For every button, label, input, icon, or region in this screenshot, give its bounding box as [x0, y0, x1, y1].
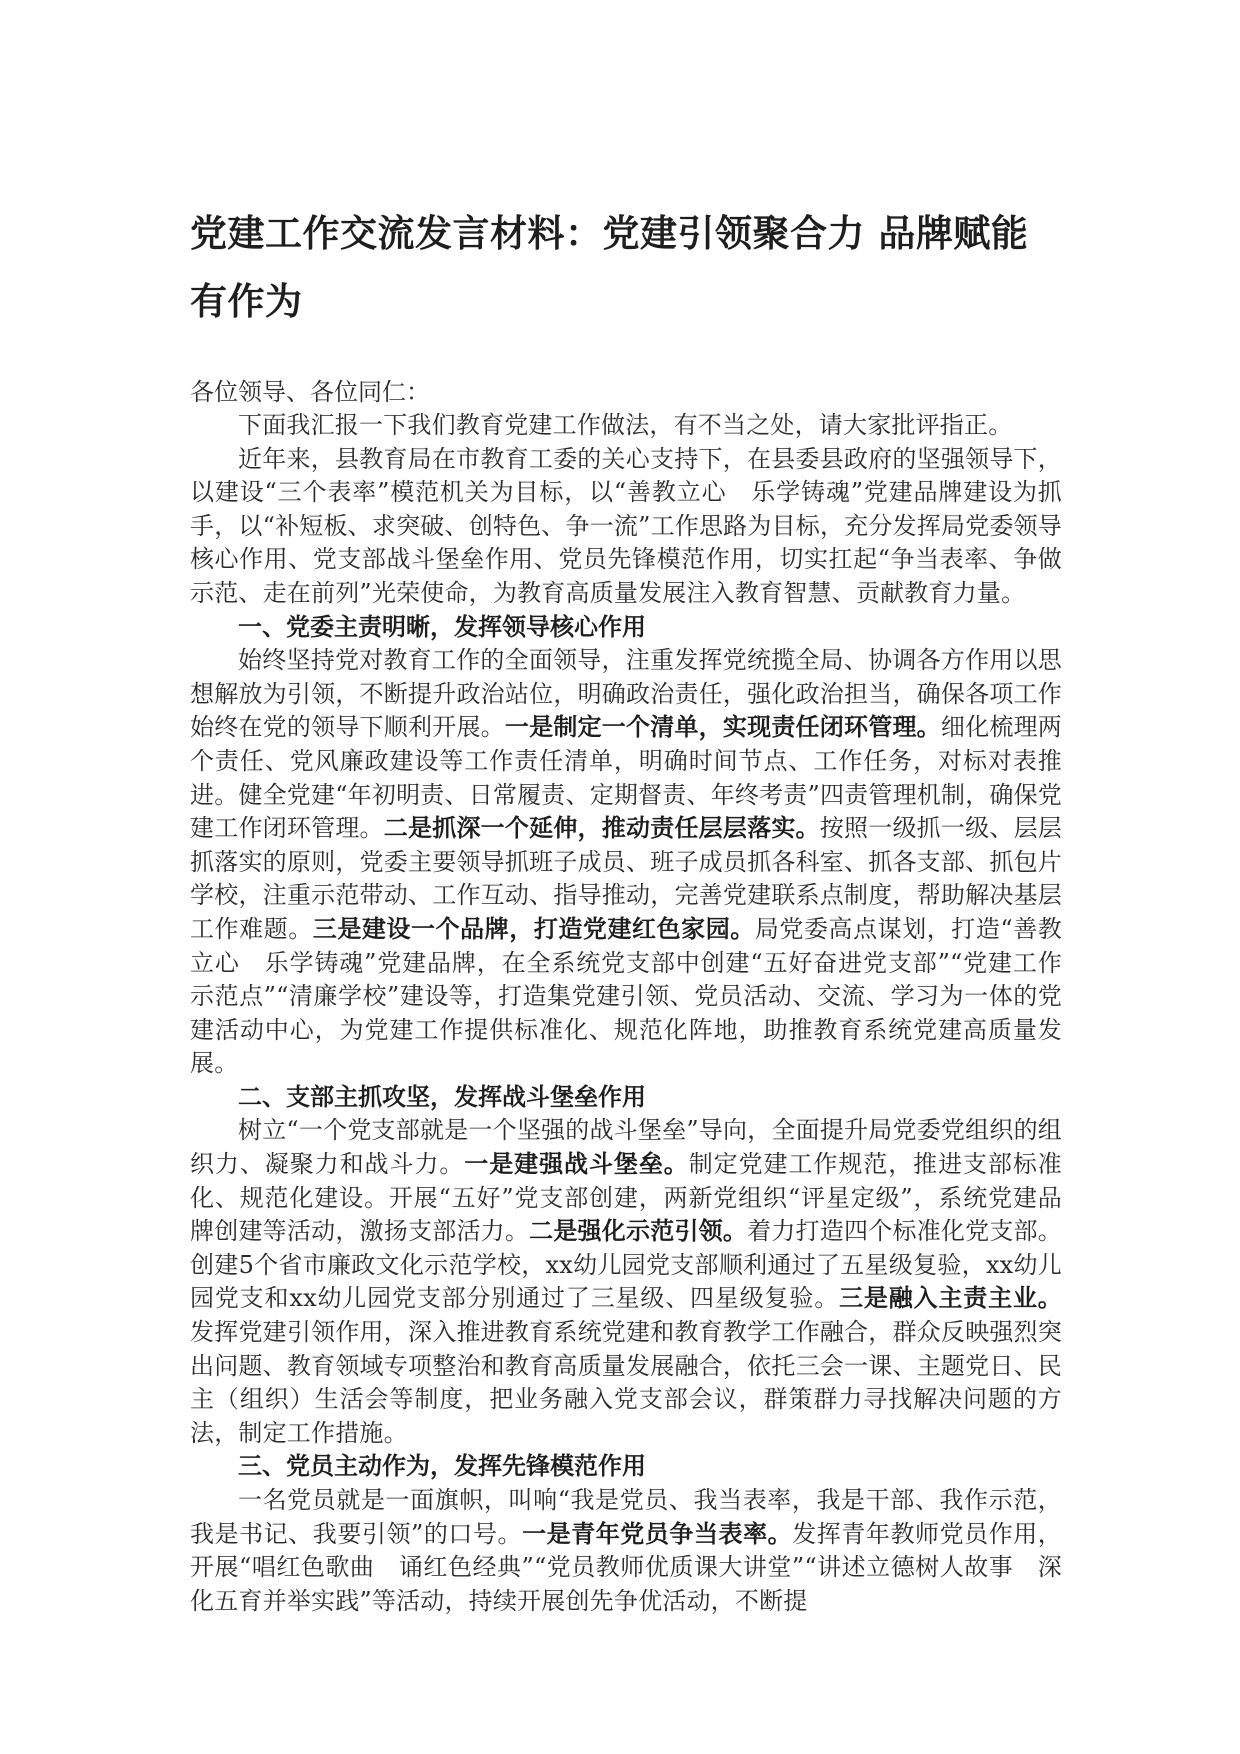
section-2-bold-1: 一是建强战斗堡垒。 — [464, 1150, 689, 1179]
section-1-heading: 一、党委主责明晰，发挥领导核心作用 — [238, 612, 646, 641]
document-body — [190, 200, 1062, 1618]
section-3-text-2: 发挥青年教师党员作用，开展“唱红色歌曲 诵红色经典”“党员教师优质课大讲堂”“讲述立德树人故事 深化五育并举实践”等活动，持续开展创先争优活动，不断提 — [190, 1519, 1062, 1615]
section-3-text-1: 一名党员就是一面旗帜，叫响“我是党员、我当表率，我是干部、我作示范，我是书记、我要引领”的口号。 — [190, 1486, 1062, 1548]
section-1-text-2: 细化梳理两个责任、党风廉政建设等工作责任清单，明确时间节点、工作任务，对标对表推进。健全党建“年初明责、日常履责、定期督责、年终考责”四责管理机制，确保党建工作闭环管理。 — [190, 713, 1062, 843]
section-2-bold-3: 三是融入主责主业。 — [839, 1284, 1062, 1313]
section-2-text-4: 发挥党建引领作用，深入推进教育系统党建和教育教学工作融合，群众反映强烈突出问题、教育领域专项整治和教育高质量发展融合，依托三会一课、主题党日、民主（组织）生活会等制度，把业务融入党支部会议，群策群力寻找解决问题的方法，制定工作措施。 — [190, 1318, 1062, 1447]
section-2-bold-2: 二是强化示范引领。 — [529, 1217, 748, 1246]
section-3-bold-1: 一是青年党员争当表率。 — [522, 1519, 793, 1548]
section-3-heading: 三、党员主动作为，发挥先锋模范作用 — [238, 1452, 646, 1481]
section-2-text-3: 着力打造四个标准化党支部。创建5个省市廉政文化示范学校，xx幼儿园党支部顺利通过了五星级复验，xx幼儿园党支和xx幼儿园党支部分别通过了三星级、四星级复验。 — [190, 1217, 1062, 1313]
section-3-paragraph — [190, 1484, 1062, 1618]
section-1-paragraph — [190, 644, 1062, 1081]
section-2-paragraph — [190, 1114, 1062, 1450]
section-2-heading: 二、支部主抓攻坚，发挥战斗堡垒作用 — [238, 1082, 646, 1111]
salutation: 各位领导、各位同仁： — [190, 378, 430, 406]
section-2-text-1: 树立“一个党支部就是一个坚强的战斗堡垒”导向，全面提升局党委党组织的组织力、凝聚力和战斗力。 — [190, 1116, 1062, 1179]
intro-paragraph-2: 近年来，县教育局在市教育工委的关心支持下，在县委县政府的坚强领导下，以建设“三个表率”模范机关为目标，以“善教立心 乐学铸魂”党建品牌建设为抓手，以“补短板、求突破、创特色、争一流”工作思路为目标，充分发挥局党委领导核心作用、党支部战斗堡垒作用、党员先锋模范作用，切实扛起“争当表率、争做示范、走在前列”光荣使命，为教育高质量发展注入教育智慧、贡献教育力量。 — [190, 444, 1062, 607]
section-1-bold-3: 三是建设一个品牌，打造党建红色家园。 — [312, 914, 755, 943]
section-1-text-3: 按照一级抓一级、层层抓落实的原则，党委主要领导抓班子成员、班子成员抓各科室、抓各支部、抓包片学校，注重示范带动、工作互动、指导推动，完善党建联系点制度，帮助解决基层工作难题。 — [190, 814, 1062, 943]
section-1-bold-2: 二是抓深一个延伸，推动责任层层落实。 — [383, 814, 820, 843]
section-1-bold-1: 一是制定一个清单，实现责任闭环管理。 — [504, 713, 941, 742]
document-title: 党建工作交流发言材料：党建引领聚合力 品牌赋能有作为 — [190, 212, 1029, 323]
section-1-text-4: 局党委高点谋划，打造“善教立心 乐学铸魂”党建品牌，在全系统党支部中创建“五好奋进党支部”“党建工作示范点”“清廉学校”建设等，打造集党建引领、党员活动、交流、学习为一体的党建活动中心，为党建工作提供标准化、规范化阵地，助推教育系统党建高质量发展。 — [190, 914, 1063, 1078]
section-2-text-2: 制定党建工作规范，推进支部标准化、规范化建设。开展“五好”党支部创建，两新党组织“评星定级”，系统党建品牌创建等活动，激扬支部活力。 — [190, 1150, 1063, 1246]
section-1-text-1: 始终坚持党对教育工作的全面领导，注重发挥党统揽全局、协调各方作用以思想解放为引领，不断提升政治站位，明确政治责任，强化政治担当，确保各项工作始终在党的领导下顺利开展。 — [190, 646, 1062, 742]
intro-paragraph-1: 下面我汇报一下我们教育党建工作做法，有不当之处，请大家批评指正。 — [238, 411, 1013, 439]
